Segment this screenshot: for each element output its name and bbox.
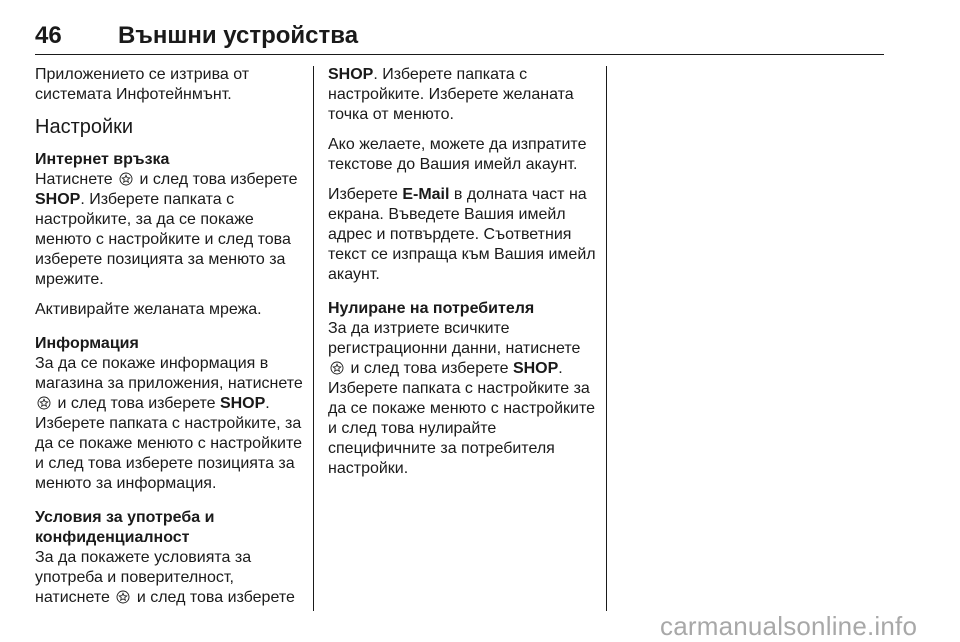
email-intro-paragraph: Ако желаете, можете да изпратите текстове до Вашия имейл акаунт.	[328, 136, 587, 173]
keyword-shop: SHOP	[219, 395, 266, 412]
favorite-star-icon	[330, 361, 344, 375]
column-divider-left	[313, 66, 314, 611]
column-divider-right	[606, 66, 607, 611]
subheading-internet: Интернет връзка	[35, 151, 170, 168]
column-middle	[328, 65, 596, 493]
subheading-information: Информация	[35, 335, 139, 352]
keyword-shop: SHOP	[328, 66, 374, 83]
section-heading-settings: Настройки	[35, 116, 134, 138]
intro-paragraph: Приложението се изтрива от системата Инфотейнмънт.	[35, 66, 250, 103]
column-left	[35, 65, 303, 622]
subheading-terms: Условия за употреба и конфиденциалност	[35, 509, 215, 546]
section-terms	[35, 508, 303, 608]
favorite-star-icon	[119, 172, 133, 186]
section-internet	[35, 150, 303, 320]
favorite-star-icon	[116, 590, 130, 604]
keyword-email: E-Mail	[402, 186, 450, 203]
email-instructions-paragraph: Изберете E-Mail в долната част на екрана. Въведете Вашия имейл адрес и потвърдете. Съответния текст се изпраща към Вашия имейл акаунт.	[328, 186, 596, 283]
section-reset-user	[328, 299, 596, 479]
watermark: carmanualsonline.info	[660, 611, 918, 641]
internet-paragraph-1: Натиснете и след това изберете SHOP. Изберете папката с настройките, за да се покаже менюто с настройките и след това изберете позицията за менюто за мрежите.	[35, 171, 298, 288]
keyword-shop: SHOP	[35, 191, 81, 208]
section-information	[35, 334, 303, 494]
page-number: 46	[35, 22, 62, 49]
header-rule	[35, 54, 884, 55]
favorite-star-icon	[37, 396, 51, 410]
reset-paragraph: За да изтриете всичките регистрационни данни, натиснете и след това изберете SHOP. Изберете папката с настройките за да се покаже менюто с настройките и след това нулирайте специфичните за потребителя настройки.	[328, 320, 595, 477]
keyword-shop: SHOP	[512, 360, 559, 377]
page-title: Външни устройства	[118, 22, 359, 49]
information-paragraph: За да се покаже информация в магазина за приложения, натиснете и след това изберете SHOP. Изберете папката с настройките, за да се покаже менюто с настройките и след това изберете позицията за менюто за информация.	[35, 355, 303, 492]
subheading-reset-user: Нулиране на потребителя	[328, 300, 535, 317]
internet-paragraph-2: Активирайте желаната мрежа.	[35, 301, 262, 318]
terms-paragraph: За да покажете условията за употреба и поверителност, натиснете и след това изберете	[35, 549, 295, 606]
continued-paragraph: SHOP. Изберете папката с настройките. Изберете желаната точка от менюто.	[328, 66, 574, 123]
